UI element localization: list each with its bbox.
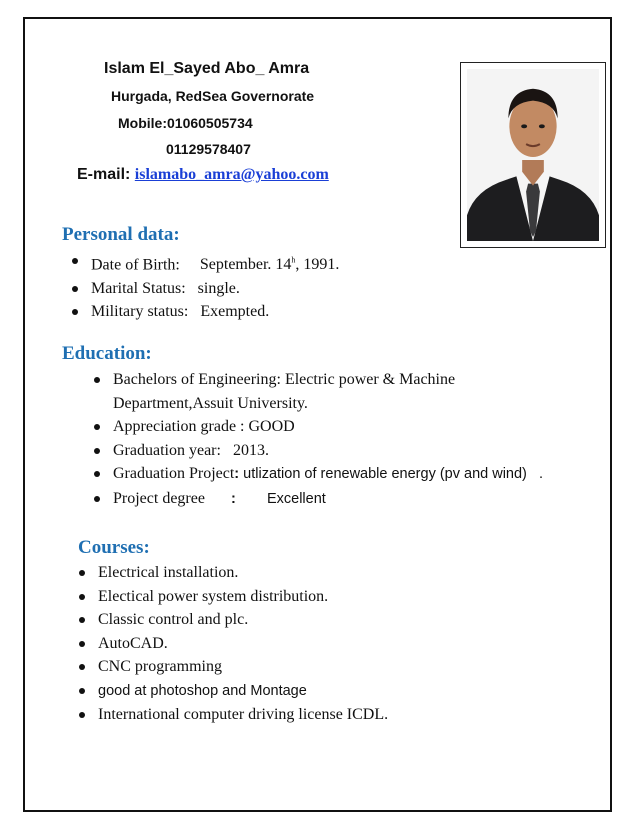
dob-value: September. 14$^h$, 1991. bbox=[199, 256, 340, 274]
project-degree-label: Project degree bbox=[113, 489, 205, 507]
degree-line-2: Department,Assuit University. bbox=[113, 394, 308, 412]
bullet-icon bbox=[72, 258, 78, 264]
project-degree-colon: : bbox=[230, 490, 236, 507]
list-item bbox=[98, 561, 388, 585]
bullet-icon bbox=[79, 617, 85, 623]
list-item bbox=[98, 585, 388, 609]
list-item bbox=[91, 249, 339, 277]
candidate-name: Islam El_Sayed Abo_ Amra bbox=[104, 60, 310, 77]
degree-line-1: Bachelors of Engineering: Electric power & Machine bbox=[113, 371, 456, 388]
bullet-icon bbox=[94, 424, 100, 430]
course-item: Classic control and plc. bbox=[98, 611, 249, 628]
bullet-icon bbox=[79, 570, 85, 576]
project-colon: : bbox=[234, 466, 240, 482]
bullet-icon bbox=[72, 286, 78, 292]
list-item bbox=[113, 368, 543, 415]
courses-list bbox=[98, 561, 388, 727]
bullet-icon bbox=[94, 377, 100, 383]
list-item bbox=[98, 655, 388, 679]
bullet-icon bbox=[94, 448, 100, 454]
list-item bbox=[98, 632, 388, 656]
mobile-label: Mobile: bbox=[118, 115, 167, 131]
personal-data-heading: Personal data: bbox=[62, 224, 180, 245]
list-item bbox=[91, 277, 339, 301]
personal-data-list bbox=[91, 249, 339, 324]
list-item bbox=[98, 703, 388, 727]
mobile-line bbox=[118, 115, 253, 131]
course-item: Electical power system distribution. bbox=[98, 587, 329, 605]
list-item bbox=[113, 487, 543, 512]
email-label: E-mail: bbox=[77, 166, 131, 183]
bullet-icon bbox=[94, 471, 100, 477]
list-item bbox=[98, 679, 388, 704]
project-degree-value: Excellent bbox=[266, 490, 326, 507]
bullet-icon bbox=[79, 688, 85, 694]
profile-photo bbox=[460, 62, 606, 248]
bullet-icon bbox=[79, 712, 85, 718]
course-item: good at photoshop and Montage bbox=[98, 682, 307, 699]
list-item bbox=[113, 462, 543, 487]
military-status: Military status: Exempted. bbox=[91, 303, 270, 321]
courses-heading: Courses: bbox=[78, 537, 150, 558]
bullet-icon bbox=[79, 594, 85, 600]
bullet-icon bbox=[94, 496, 100, 502]
project-value: utlization of renewable energy (pv and wind) . bbox=[239, 466, 544, 482]
course-item: International computer driving license ICDL. bbox=[98, 706, 389, 723]
mobile-number-2: 01129578407 bbox=[166, 141, 251, 157]
education-list bbox=[113, 368, 543, 511]
list-item bbox=[98, 608, 388, 632]
course-item: CNC programming bbox=[98, 658, 222, 675]
email-link[interactable]: islamabo_amra@yahoo.com bbox=[134, 166, 329, 183]
graduation-year: Graduation year: 2013. bbox=[113, 441, 269, 459]
address: Hurgada, RedSea Governorate bbox=[111, 88, 315, 104]
bullet-icon bbox=[79, 664, 85, 670]
bullet-icon bbox=[79, 641, 85, 647]
course-item: Electrical installation. bbox=[98, 564, 239, 581]
list-item bbox=[113, 439, 543, 463]
mobile-number-1: 01060505734 bbox=[167, 115, 253, 131]
appreciation-grade: Appreciation grade : GOOD bbox=[113, 418, 295, 435]
list-item bbox=[91, 300, 339, 324]
project-label: Graduation Project bbox=[113, 465, 235, 482]
list-item bbox=[113, 415, 543, 439]
email-line bbox=[77, 166, 329, 184]
dob-label: Date of Birth: bbox=[91, 256, 180, 274]
marital-status: Marital Status: single. bbox=[91, 279, 240, 297]
course-item: AutoCAD. bbox=[98, 634, 168, 652]
education-heading: Education: bbox=[62, 343, 152, 364]
